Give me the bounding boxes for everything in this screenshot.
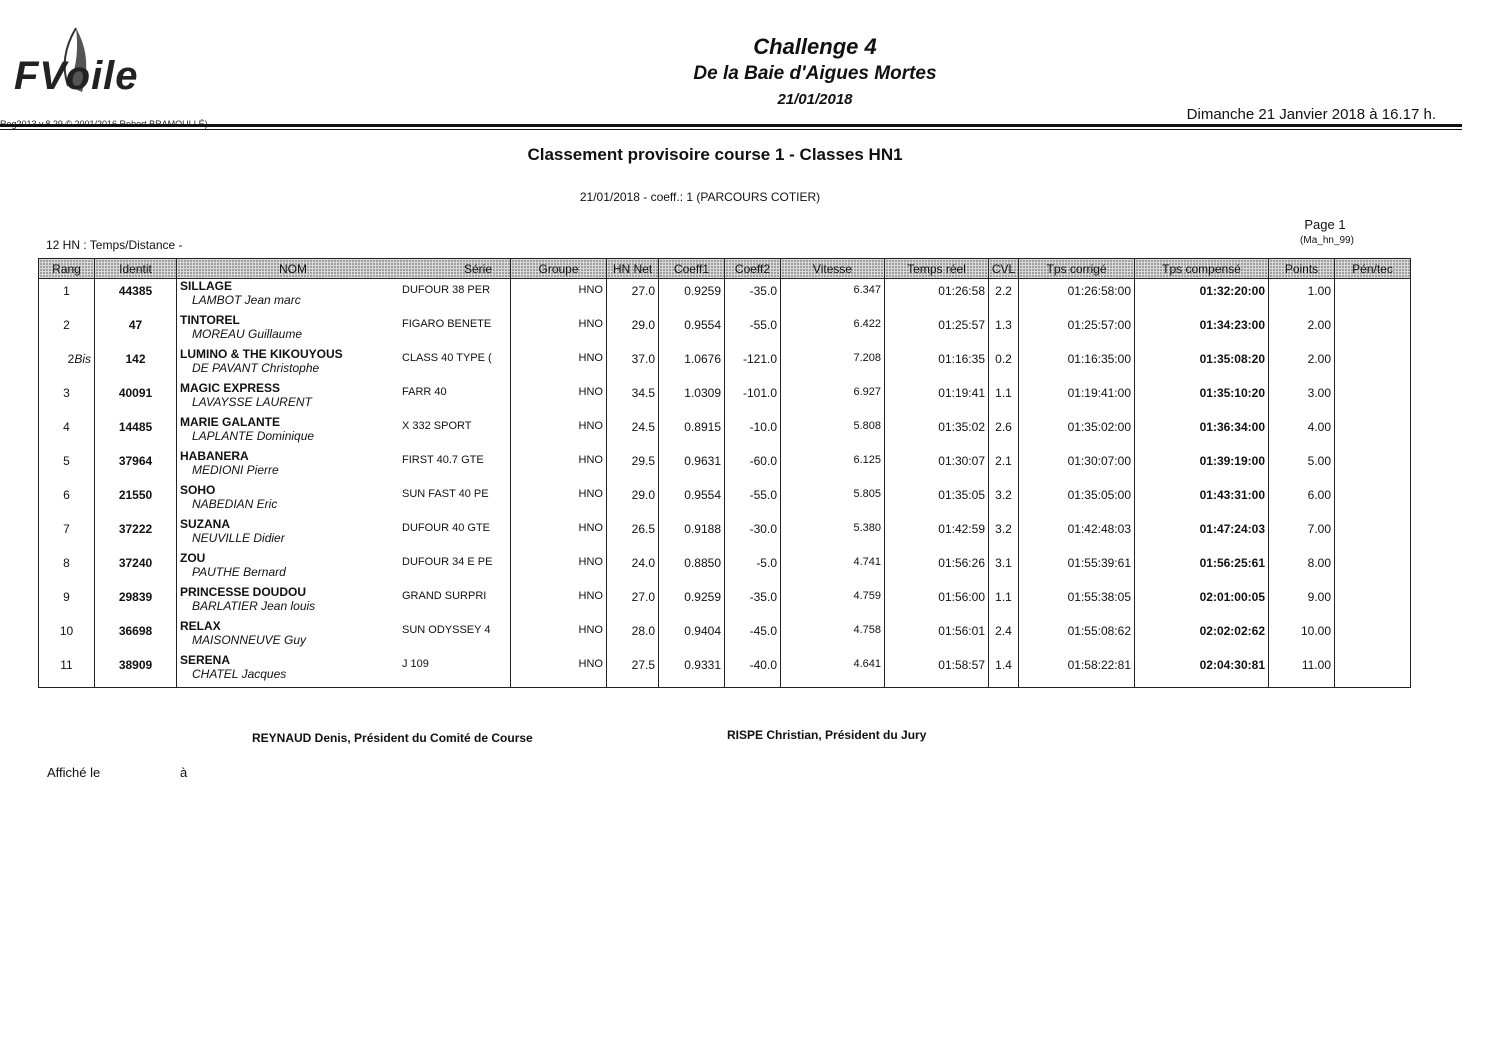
cell-coeff2: -10.0: [725, 415, 781, 449]
cell-tps-corrige: 01:55:08:62: [1019, 619, 1135, 653]
cell-points: 1.00: [1269, 279, 1335, 314]
cell-identit: 37964: [95, 449, 177, 483]
cell-pen: [1335, 619, 1411, 653]
cell-temps-reel: 01:26:58: [885, 279, 989, 314]
cell-tps-compense: 02:02:02:62: [1135, 619, 1269, 653]
cell-vitesse: 4.758: [781, 619, 885, 653]
skipper-name: PAUTHE Bernard: [192, 565, 286, 579]
cell-rang: 1: [39, 279, 95, 314]
boat-series: DUFOUR 38 PER: [402, 284, 491, 296]
cell-vitesse: 5.808: [781, 415, 885, 449]
class-info: 12 HN : Temps/Distance -: [46, 238, 183, 252]
cell-nom: [177, 381, 511, 415]
boat-series: X 332 SPORT: [402, 420, 472, 432]
cell-rang: 2Bis: [39, 347, 95, 381]
cell-rang: 3: [39, 381, 95, 415]
cell-rang: 9: [39, 585, 95, 619]
cell-nom: [177, 415, 511, 449]
boat-series: SUN ODYSSEY 4: [402, 624, 491, 636]
cell-nom: [177, 279, 511, 314]
skipper-name: LAPLANTE Dominique: [192, 429, 315, 443]
cell-pen: [1335, 449, 1411, 483]
col-rang: Rang: [39, 259, 95, 279]
cell-rang: 5: [39, 449, 95, 483]
cell-pen: [1335, 347, 1411, 381]
cell-tps-corrige: 01:35:05:00: [1019, 483, 1135, 517]
cell-tps-corrige: 01:55:39:61: [1019, 551, 1135, 585]
cell-coeff2: -121.0: [725, 347, 781, 381]
cell-temps-reel: 01:56:01: [885, 619, 989, 653]
cell-groupe: HNO: [511, 585, 607, 619]
cell-rang: 7: [39, 517, 95, 551]
table-row: [39, 619, 1411, 653]
col-groupe: Groupe: [511, 259, 607, 279]
cell-points: 3.00: [1269, 381, 1335, 415]
cell-temps-reel: 01:30:07: [885, 449, 989, 483]
cell-hn-net: 27.0: [607, 279, 659, 314]
cell-cvl: 2.6: [989, 415, 1019, 449]
skipper-name: DE PAVANT Christophe: [192, 361, 320, 375]
cell-rang: 2: [39, 313, 95, 347]
cell-nom: [177, 483, 511, 517]
cell-coeff2: -55.0: [725, 313, 781, 347]
cell-identit: 142: [95, 347, 177, 381]
cell-tps-compense: 02:01:00:05: [1135, 585, 1269, 619]
cell-coeff1: 0.9554: [659, 313, 725, 347]
document-date: 21/01/2018: [777, 91, 853, 108]
print-timestamp: Dimanche 21 Janvier 2018 à 16.17 h.: [1186, 106, 1436, 123]
cell-vitesse: 4.641: [781, 653, 885, 688]
col-tps-corrige: Tps corrigé: [1019, 259, 1135, 279]
cell-vitesse: 5.805: [781, 483, 885, 517]
cell-hn-net: 34.5: [607, 381, 659, 415]
cell-identit: 37240: [95, 551, 177, 585]
boat-name: HABANERA: [180, 449, 249, 463]
cell-cvl: 3.2: [989, 517, 1019, 551]
skipper-name: MEDIONI Pierre: [192, 463, 279, 477]
cell-coeff2: -60.0: [725, 449, 781, 483]
cell-tps-compense: 01:35:10:20: [1135, 381, 1269, 415]
cell-coeff1: 0.9631: [659, 449, 725, 483]
document-title: Challenge 4: [753, 34, 877, 59]
cell-vitesse: 4.741: [781, 551, 885, 585]
cell-rang: 6: [39, 483, 95, 517]
cell-identit: 40091: [95, 381, 177, 415]
boat-series: FIGARO BENETE: [402, 318, 492, 330]
cell-pen: [1335, 381, 1411, 415]
cell-coeff1: 0.9259: [659, 279, 725, 314]
cell-cvl: 1.1: [989, 585, 1019, 619]
table-row: [39, 381, 1411, 415]
cell-points: 5.00: [1269, 449, 1335, 483]
cell-groupe: HNO: [511, 619, 607, 653]
cell-hn-net: 27.5: [607, 653, 659, 688]
cell-coeff1: 1.0676: [659, 347, 725, 381]
cell-hn-net: 26.5: [607, 517, 659, 551]
cell-temps-reel: 01:25:57: [885, 313, 989, 347]
cell-tps-compense: 01:43:31:00: [1135, 483, 1269, 517]
boat-name: MARIE GALANTE: [180, 415, 280, 429]
cell-nom: [177, 585, 511, 619]
cell-hn-net: 29.0: [607, 313, 659, 347]
table-row: [39, 517, 1411, 551]
cell-cvl: 1.3: [989, 313, 1019, 347]
cell-coeff2: -40.0: [725, 653, 781, 688]
cell-cvl: 1.1: [989, 381, 1019, 415]
cell-vitesse: 7.208: [781, 347, 885, 381]
table-row: [39, 551, 1411, 585]
cell-nom: [177, 517, 511, 551]
cell-nom: [177, 551, 511, 585]
document-subtitle: De la Baie d'Aigues Mortes: [693, 63, 937, 84]
boat-series: GRAND SURPRI: [402, 590, 487, 602]
ffvoile-logo: [8, 26, 178, 106]
cell-temps-reel: 01:56:26: [885, 551, 989, 585]
table-row: [39, 347, 1411, 381]
boat-name: SUZANA: [180, 517, 230, 531]
cell-cvl: 3.2: [989, 483, 1019, 517]
cell-tps-corrige: 01:58:22:81: [1019, 653, 1135, 688]
skipper-name: NEUVILLE Didier: [192, 531, 285, 545]
cell-pen: [1335, 313, 1411, 347]
header-divider: [0, 124, 1462, 127]
boat-name: LUMINO & THE KIKOUYOUS: [180, 347, 343, 361]
cell-tps-corrige: 01:30:07:00: [1019, 449, 1135, 483]
col-temps-reel: Temps réel: [885, 259, 989, 279]
cell-tps-compense: 01:34:23:00: [1135, 313, 1269, 347]
col-nom: NOM: [279, 261, 307, 276]
col-identit: Identit: [95, 259, 177, 279]
skipper-name: MAISONNEUVE Guy: [192, 633, 307, 647]
cell-coeff1: 0.9331: [659, 653, 725, 688]
boat-name: PRINCESSE DOUDOU: [180, 585, 307, 599]
cell-vitesse: 6.347: [781, 279, 885, 314]
cell-points: 2.00: [1269, 313, 1335, 347]
cell-tps-corrige: 01:35:02:00: [1019, 415, 1135, 449]
cell-coeff1: 0.9404: [659, 619, 725, 653]
boat-series: DUFOUR 34 E PE: [402, 556, 493, 568]
cell-coeff1: 0.8850: [659, 551, 725, 585]
cell-nom: [177, 449, 511, 483]
col-serie: Série: [463, 261, 492, 276]
cell-pen: [1335, 585, 1411, 619]
cell-tps-compense: 01:32:20:00: [1135, 279, 1269, 314]
col-coeff1: Coeff1: [659, 259, 725, 279]
cell-coeff2: -5.0: [725, 551, 781, 585]
table-row: [39, 313, 1411, 347]
cell-cvl: 3.1: [989, 551, 1019, 585]
cell-groupe: HNO: [511, 517, 607, 551]
cell-identit: 44385: [95, 279, 177, 314]
cell-tps-corrige: 01:25:57:00: [1019, 313, 1135, 347]
col-tps-compense: Tps compensé: [1135, 259, 1269, 279]
cell-groupe: HNO: [511, 313, 607, 347]
cell-coeff2: -30.0: [725, 517, 781, 551]
cell-cvl: 2.2: [989, 279, 1019, 314]
cell-groupe: HNO: [511, 415, 607, 449]
cell-points: 7.00: [1269, 517, 1335, 551]
cell-tps-corrige: 01:42:48:03: [1019, 517, 1135, 551]
cell-tps-compense: 01:36:34:00: [1135, 415, 1269, 449]
cell-coeff2: -55.0: [725, 483, 781, 517]
cell-tps-compense: 01:39:19:00: [1135, 449, 1269, 483]
results-table: [38, 258, 1411, 688]
boat-name: TINTOREL: [180, 313, 240, 327]
cell-points: 4.00: [1269, 415, 1335, 449]
boat-name: SILLAGE: [180, 279, 233, 293]
cell-coeff1: 0.9188: [659, 517, 725, 551]
cell-points: 11.00: [1269, 653, 1335, 688]
cell-groupe: HNO: [511, 449, 607, 483]
skipper-name: LAMBOT Jean marc: [192, 293, 301, 307]
cell-coeff2: -101.0: [725, 381, 781, 415]
cell-groupe: HNO: [511, 551, 607, 585]
boat-name: ZOU: [180, 551, 206, 565]
cell-coeff2: -45.0: [725, 619, 781, 653]
boat-series: CLASS 40 TYPE (: [402, 352, 492, 364]
classement-title: Classement provisoire course 1 - Classes HN1: [527, 145, 903, 164]
race-info: 21/01/2018 - coeff.: 1 (PARCOURS COTIER): [579, 190, 821, 204]
cell-tps-compense: 01:56:25:61: [1135, 551, 1269, 585]
cell-coeff1: 0.9259: [659, 585, 725, 619]
cell-hn-net: 29.5: [607, 449, 659, 483]
cell-temps-reel: 01:16:35: [885, 347, 989, 381]
cell-tps-corrige: 01:19:41:00: [1019, 381, 1135, 415]
col-vitesse: Vitesse: [781, 259, 885, 279]
cell-cvl: 0.2: [989, 347, 1019, 381]
table-header-row: [39, 259, 1411, 279]
table-row: [39, 483, 1411, 517]
cell-rang: 10: [39, 619, 95, 653]
cell-tps-compense: 02:04:30:81: [1135, 653, 1269, 688]
cell-temps-reel: 01:35:05: [885, 483, 989, 517]
cell-pen: [1335, 653, 1411, 688]
cell-groupe: HNO: [511, 347, 607, 381]
cell-tps-compense: 01:35:08:20: [1135, 347, 1269, 381]
cell-points: 9.00: [1269, 585, 1335, 619]
cell-tps-corrige: 01:26:58:00: [1019, 279, 1135, 314]
table-row: [39, 415, 1411, 449]
cell-groupe: HNO: [511, 381, 607, 415]
cell-identit: 21550: [95, 483, 177, 517]
cell-rang: 8: [39, 551, 95, 585]
cell-nom: [177, 619, 511, 653]
cell-pen: [1335, 483, 1411, 517]
cell-temps-reel: 01:19:41: [885, 381, 989, 415]
cell-identit: 37222: [95, 517, 177, 551]
table-row: [39, 449, 1411, 483]
col-cvl: CVL: [989, 259, 1019, 279]
skipper-name: BARLATIER Jean louis: [192, 599, 316, 613]
cell-vitesse: 6.422: [781, 313, 885, 347]
boat-series: DUFOUR 40 GTE: [402, 522, 491, 534]
cell-temps-reel: 01:35:02: [885, 415, 989, 449]
boat-name: SERENA: [180, 653, 231, 667]
skipper-name: CHATEL Jacques: [192, 667, 287, 681]
table-row: [39, 585, 1411, 619]
cell-identit: 14485: [95, 415, 177, 449]
cell-nom: [177, 347, 511, 381]
cell-vitesse: 6.927: [781, 381, 885, 415]
boat-name: SOHO: [180, 483, 216, 497]
posted-date-label: Affiché le: [47, 765, 101, 780]
cell-coeff2: -35.0: [725, 279, 781, 314]
cell-tps-compense: 01:47:24:03: [1135, 517, 1269, 551]
cell-points: 6.00: [1269, 483, 1335, 517]
cell-groupe: HNO: [511, 653, 607, 688]
cell-temps-reel: 01:58:57: [885, 653, 989, 688]
page-number: Page 1: [1304, 217, 1346, 232]
cell-vitesse: 4.759: [781, 585, 885, 619]
skipper-name: MOREAU Guillaume: [192, 327, 303, 341]
boat-name: RELAX: [180, 619, 221, 633]
cell-rang: 11: [39, 653, 95, 688]
cell-hn-net: 27.0: [607, 585, 659, 619]
cell-rang: 4: [39, 415, 95, 449]
skipper-name: LAVAYSSE LAURENT: [192, 395, 312, 409]
cell-nom: [177, 313, 511, 347]
cell-coeff1: 0.9554: [659, 483, 725, 517]
cell-identit: 38909: [95, 653, 177, 688]
jury-signature: RISPE Christian, Président du Jury: [727, 728, 927, 742]
table-row: [39, 279, 1411, 314]
cell-cvl: 1.4: [989, 653, 1019, 688]
col-pen: Pén/tec: [1335, 259, 1411, 279]
cell-identit: 29839: [95, 585, 177, 619]
col-coeff2: Coeff2: [725, 259, 781, 279]
col-points: Points: [1269, 259, 1335, 279]
cell-pen: [1335, 415, 1411, 449]
cell-coeff2: -35.0: [725, 585, 781, 619]
cell-cvl: 2.1: [989, 449, 1019, 483]
cell-cvl: 2.4: [989, 619, 1019, 653]
col-nom-serie: [177, 259, 511, 279]
cell-points: 8.00: [1269, 551, 1335, 585]
boat-series: SUN FAST 40 PE: [402, 488, 489, 500]
skipper-name: NABEDIAN Eric: [192, 497, 278, 511]
boat-series: FIRST 40.7 GTE: [402, 454, 484, 466]
cell-hn-net: 28.0: [607, 619, 659, 653]
boat-series: FARR 40: [402, 386, 447, 398]
header-divider-thin: [0, 129, 1462, 130]
cell-tps-corrige: 01:16:35:00: [1019, 347, 1135, 381]
cell-hn-net: 37.0: [607, 347, 659, 381]
cell-vitesse: 6.125: [781, 449, 885, 483]
cell-temps-reel: 01:56:00: [885, 585, 989, 619]
cell-groupe: HNO: [511, 483, 607, 517]
logo-text: FVoile: [14, 54, 139, 98]
cell-groupe: HNO: [511, 279, 607, 314]
committee-signature: REYNAUD Denis, Président du Comité de Course: [252, 731, 533, 745]
posted-time-label: à: [180, 765, 188, 780]
boat-name: MAGIC EXPRESS: [180, 381, 281, 395]
cell-tps-corrige: 01:55:38:05: [1019, 585, 1135, 619]
col-hn-net: HN Net: [607, 259, 659, 279]
cell-identit: 36698: [95, 619, 177, 653]
cell-points: 2.00: [1269, 347, 1335, 381]
cell-coeff1: 0.8915: [659, 415, 725, 449]
cell-vitesse: 5.380: [781, 517, 885, 551]
cell-hn-net: 24.5: [607, 415, 659, 449]
boat-series: J 109: [402, 658, 429, 670]
cell-pen: [1335, 517, 1411, 551]
cell-hn-net: 29.0: [607, 483, 659, 517]
table-row: [39, 653, 1411, 688]
cell-pen: [1335, 551, 1411, 585]
cell-pen: [1335, 279, 1411, 314]
page-code: (Ma_hn_99): [1300, 235, 1354, 246]
cell-points: 10.00: [1269, 619, 1335, 653]
cell-temps-reel: 01:42:59: [885, 517, 989, 551]
cell-hn-net: 24.0: [607, 551, 659, 585]
cell-nom: [177, 653, 511, 688]
cell-identit: 47: [95, 313, 177, 347]
cell-coeff1: 1.0309: [659, 381, 725, 415]
